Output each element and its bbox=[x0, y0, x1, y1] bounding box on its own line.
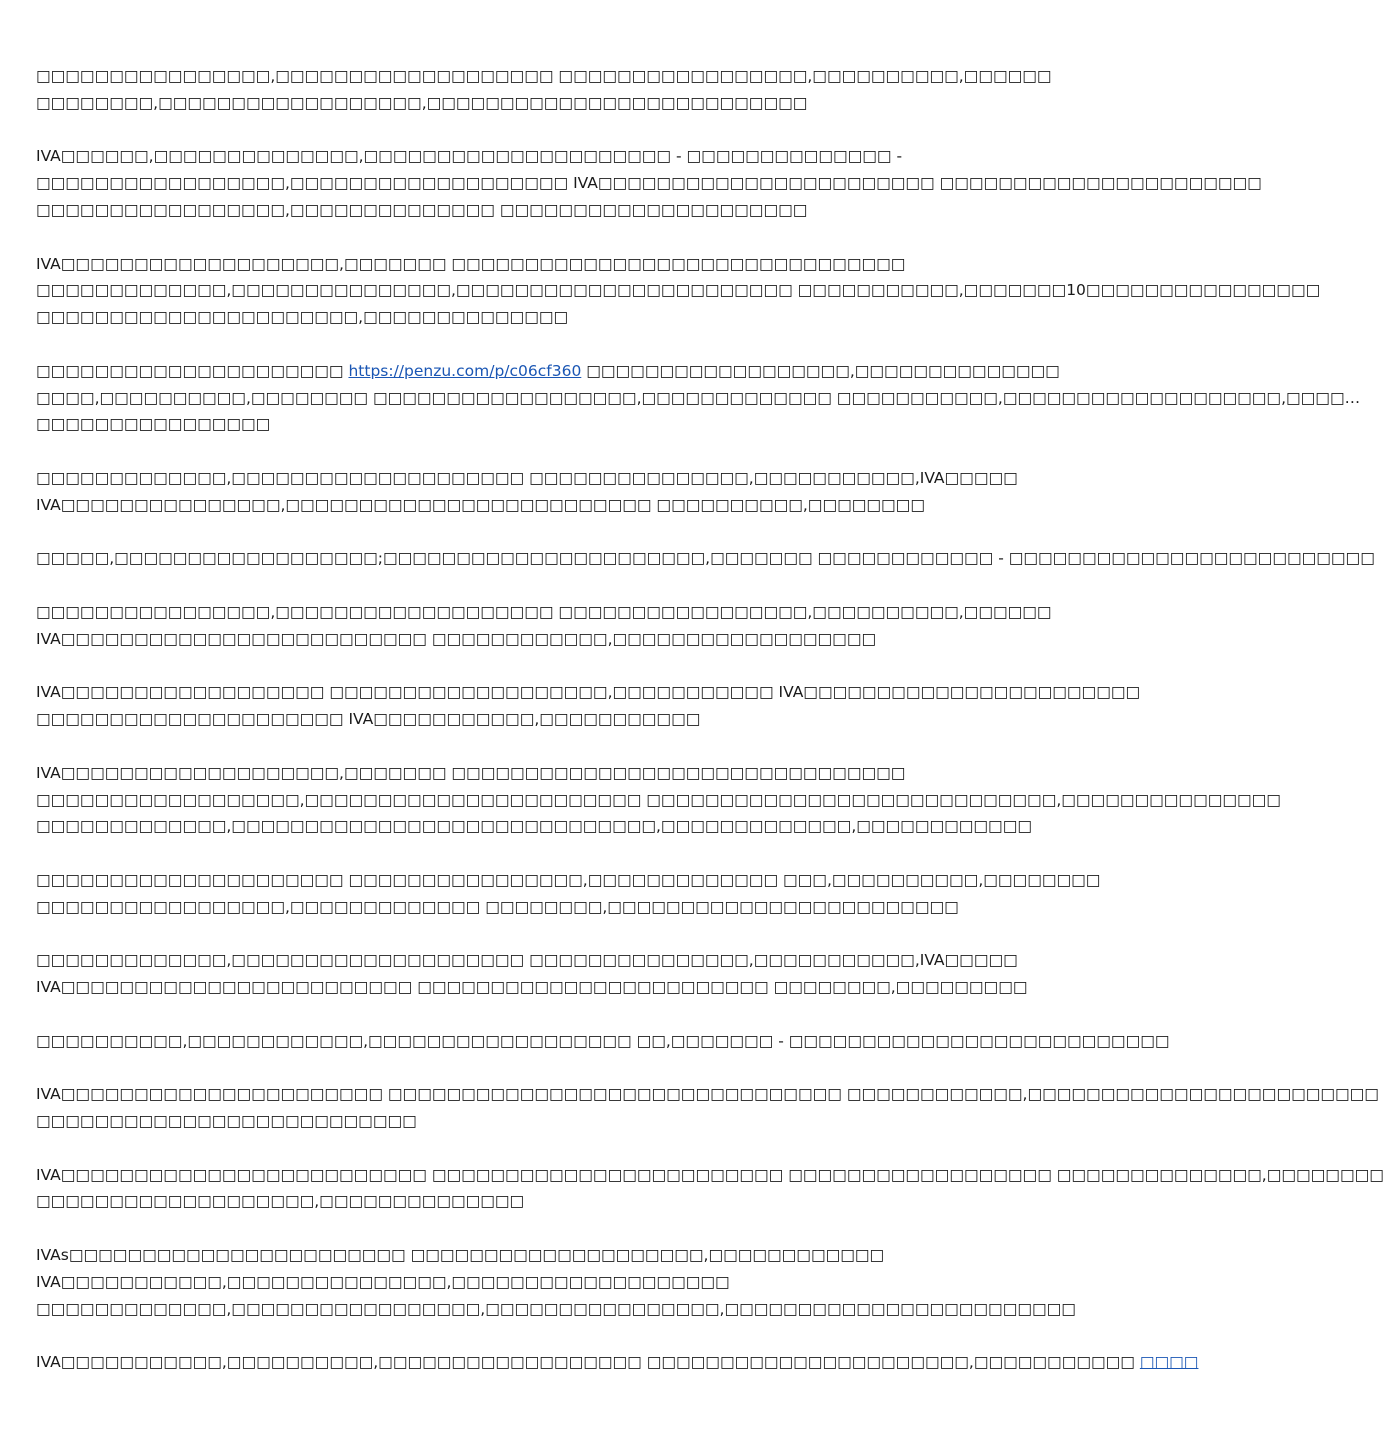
text-line: □□□□□□□□□□□□□□□□□□,□□□□□□□□□□□□□□□□□□□□□□□ □□□□□□□□□□□□□□□□□□□□□□□□□□□□,□□□□□□□□□□□□□□□ bbox=[36, 790, 1281, 809]
text-line: □□□□,□□□□□□□□□□,□□□□□□□□ □□□□□□□□□□□□□□□□□□,□□□□□□□□□□□□□ □□□□□□□□□□□,□□□□□□□□□□□□□□□□□□□,□□□□… bbox=[36, 388, 1361, 407]
text-line: □□□□□□□□□□□□□,□□□□□□□□□□□□□□□,□□□□□□□□□□□□□□□□□□□□□□□ □□□□□□□□□□□,□□□□□□□10□□□□□□□□□□□□□□□□ bbox=[36, 281, 1321, 300]
paragraph bbox=[36, 1242, 1076, 1322]
text-line: □□□□□□□□□□□□□,□□□□□□□□□□□□□□□□□□□□ □□□□□□□□□□□□□□□,□□□□□□□□□□□,IVA□□□□□ bbox=[36, 468, 1018, 487]
paragraph bbox=[36, 358, 1361, 438]
text-line: IVAs□□□□□□□□□□□□□□□□□□□□□□□ □□□□□□□□□□□□□□□□□□□□,□□□□□□□□□□□□ bbox=[36, 1246, 885, 1265]
text-line: □□□□□□□□□□□□□,□□□□□□□□□□□□□□□□□,□□□□□□□□□□□□□□□□,□□□□□□□□□□□□□□□□□□□□□□□□ bbox=[36, 1299, 1076, 1318]
paragraph bbox=[36, 599, 1052, 653]
text-line: □□□□□□□□□□□□□□□□□□□□□ IVA□□□□□□□□□□□,□□□□□□□□□□□ bbox=[36, 710, 701, 729]
text-line: □□□□□□□□□□□□□□□□□□□□□□,□□□□□□□□□□□□□□ bbox=[36, 308, 569, 327]
text-line: □□□□□□□□□□□□□□□□,□□□□□□□□□□□□□□□□□□□ □□□□□□□□□□□□□□□□□,□□□□□□□□□□,□□□□□□ bbox=[36, 602, 1052, 621]
text-line: □□□□□□□□,□□□□□□□□□□□□□□□□□□,□□□□□□□□□□□□□□□□□□□□□□□□□□ bbox=[36, 93, 808, 112]
text-line bbox=[36, 1349, 1199, 1376]
text-line: IVA□□□□□□□□□□□□□□□□□□□,□□□□□□□ □□□□□□□□□□□□□□□□□□□□□□□□□□□□□□□ bbox=[36, 763, 906, 782]
text-line: □□□□□,□□□□□□□□□□□□□□□□□□;□□□□□□□□□□□□□□□□□□□□□□,□□□□□□□ □□□□□□□□□□□□ - □□□□□□□□□□□□□□□□□□□□□□□□□ bbox=[36, 549, 1375, 568]
text-line: □□□□□□□□□□□□□,□□□□□□□□□□□□□□□□□□□□□□□□□□□□□,□□□□□□□□□□□□□,□□□□□□□□□□□□ bbox=[36, 817, 1032, 836]
text-line: □□□□□□□□□□□□□□□□□□□,□□□□□□□□□□□□□□ bbox=[36, 1192, 525, 1211]
text-line: □□□□□□□□□□□□□□□□□□□□□ □□□□□□□□□□□□□□□□,□□□□□□□□□□□□□ □□□,□□□□□□□□□□,□□□□□□□□ bbox=[36, 870, 1101, 889]
text-line: IVA□□□□□□□□□□□□□□□□□□□□□□□□□ □□□□□□□□□□□□□□□□□□□□□□□□ □□□□□□□□□□□□□□□□□□ □□□□□□□□□□□□□□,□□□□□□□□ bbox=[36, 1165, 1384, 1184]
text-line: IVA□□□□□□,□□□□□□□□□□□□□□,□□□□□□□□□□□□□□□□□□□□□ - □□□□□□□□□□□□□□ - bbox=[36, 147, 903, 166]
text-line: IVA□□□□□□□□□□□□□□□□□□□□□□□□□ □□□□□□□□□□□□,□□□□□□□□□□□□□□□□□□ bbox=[36, 629, 877, 648]
text-line: IVA□□□□□□□□□□□□□□□□□□□□□□□□ □□□□□□□□□□□□□□□□□□□□□□□□ □□□□□□□□,□□□□□□□□□ bbox=[36, 978, 1028, 997]
text-line bbox=[36, 358, 1060, 385]
paragraph bbox=[36, 1028, 1170, 1055]
text-line: □□□□□□□□□□□□□□□□ bbox=[36, 415, 271, 434]
text-segment: IVA□□□□□□□□□□□,□□□□□□□□□□,□□□□□□□□□□□□□□□□□□ □□□□□□□□□□□□□□□□□□□□□□,□□□□□□□□□□□ bbox=[36, 1353, 1140, 1372]
text-line: □□□□□□□□□□□□□□□□,□□□□□□□□□□□□□□□□□□□ □□□□□□□□□□□□□□□□□,□□□□□□□□□□,□□□□□□ bbox=[36, 67, 1052, 85]
paragraph bbox=[36, 63, 1052, 117]
text-line: IVA□□□□□□□□□□□□□□□□□□□□□□ □□□□□□□□□□□□□□□□□□□□□□□□□□□□□□□ □□□□□□□□□□□□,□□□□□□□□□□□□□□□□□□□□□□□□ bbox=[36, 1085, 1379, 1104]
paragraph bbox=[36, 947, 1028, 1001]
text-line: □□□□□□□□□□,□□□□□□□□□□□□,□□□□□□□□□□□□□□□□□□ □□,□□□□□□□ - □□□□□□□□□□□□□□□□□□□□□□□□□□ bbox=[36, 1031, 1170, 1050]
text-line: IVA□□□□□□□□□□□□□□□□□□ □□□□□□□□□□□□□□□□□□□,□□□□□□□□□□□ IVA□□□□□□□□□□□□□□□□□□□□□□□ bbox=[36, 683, 1141, 702]
text-segment: □□□□□□□□□□□□□□□□□□□□□ bbox=[36, 361, 349, 380]
paragraph bbox=[36, 1349, 1199, 1376]
hyperlink[interactable]: □□□□ bbox=[1139, 1353, 1199, 1372]
text-line: □□□□□□□□□□□□□□□□□,□□□□□□□□□□□□□□□□□□□ IVA□□□□□□□□□□□□□□□□□□□□□□□ □□□□□□□□□□□□□□□□□□□□□□ bbox=[36, 174, 1262, 193]
text-segment: □□□□□□□□□□□□□□□□□□,□□□□□□□□□□□□□□ bbox=[581, 361, 1060, 380]
paragraph bbox=[36, 867, 1101, 921]
text-line: IVA□□□□□□□□□□□,□□□□□□□□□□□□□□□,□□□□□□□□□□□□□□□□□□□ bbox=[36, 1272, 730, 1291]
paragraph bbox=[36, 760, 1281, 840]
hyperlink[interactable]: https://penzu.com/p/c06cf360 bbox=[348, 361, 582, 380]
text-line: IVA□□□□□□□□□□□□□□□□□□□,□□□□□□□ □□□□□□□□□□□□□□□□□□□□□□□□□□□□□□□ bbox=[36, 254, 906, 273]
text-line: □□□□□□□□□□□□□□□□□,□□□□□□□□□□□□□ □□□□□□□□,□□□□□□□□□□□□□□□□□□□□□□□□ bbox=[36, 897, 959, 916]
paragraph bbox=[36, 1162, 1384, 1216]
paragraph bbox=[36, 545, 1375, 572]
paragraph bbox=[36, 143, 1262, 223]
text-line: IVA□□□□□□□□□□□□□□□,□□□□□□□□□□□□□□□□□□□□□□□□□ □□□□□□□□□□,□□□□□□□□ bbox=[36, 495, 925, 514]
paragraph bbox=[36, 465, 1018, 519]
paragraph bbox=[36, 1081, 1379, 1135]
paragraph bbox=[36, 679, 1141, 733]
text-line: □□□□□□□□□□□□□□□□□,□□□□□□□□□□□□□□ □□□□□□□□□□□□□□□□□□□□□ bbox=[36, 200, 808, 219]
text-line: □□□□□□□□□□□□□□□□□□□□□□□□□□ bbox=[36, 1112, 417, 1131]
text-line: □□□□□□□□□□□□□,□□□□□□□□□□□□□□□□□□□□ □□□□□□□□□□□□□□□,□□□□□□□□□□□,IVA□□□□□ bbox=[36, 951, 1018, 970]
paragraph bbox=[36, 251, 1321, 331]
